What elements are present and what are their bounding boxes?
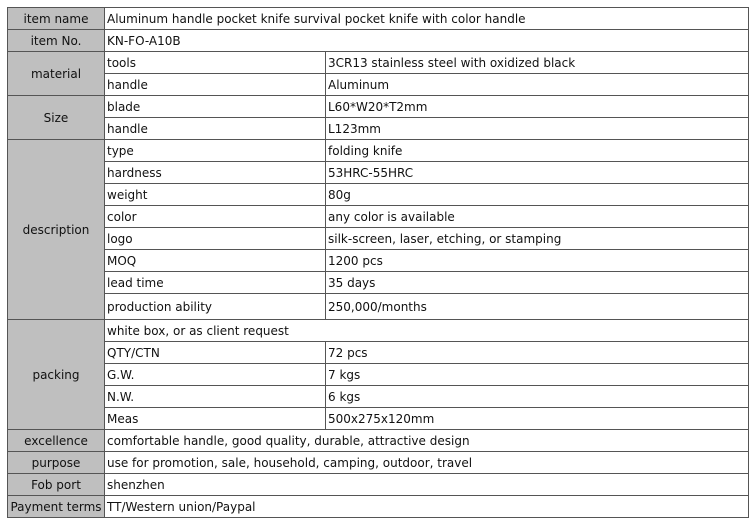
excellence-label: excellence (8, 430, 105, 452)
description-label: description (8, 140, 105, 320)
table-row (8, 206, 749, 228)
size-value: L123mm (326, 118, 749, 140)
packing-value: 6 kgs (326, 386, 749, 408)
table-row (8, 162, 749, 184)
size-key: handle (105, 118, 326, 140)
table-row (8, 74, 749, 96)
item-name-value: Aluminum handle pocket knife survival pocket knife with color handle (105, 8, 749, 30)
table-row (8, 408, 749, 430)
table-row (8, 52, 749, 74)
material-key: handle (105, 74, 326, 96)
table-row (8, 386, 749, 408)
table-row (8, 96, 749, 118)
table-row (8, 430, 749, 452)
table-row (8, 474, 749, 496)
item-no-value: KN-FO-A10B (105, 30, 749, 52)
description-key: lead time (105, 272, 326, 294)
excellence-value: comfortable handle, good quality, durable, attractive design (105, 430, 749, 452)
description-value: 35 days (326, 272, 749, 294)
material-key: tools (105, 52, 326, 74)
packing-label: packing (8, 320, 105, 430)
size-key: blade (105, 96, 326, 118)
product-spec-table (7, 7, 749, 518)
description-key: color (105, 206, 326, 228)
packing-key: N.W. (105, 386, 326, 408)
table-row (8, 30, 749, 52)
packing-key: Meas (105, 408, 326, 430)
item-no-label: item No. (8, 30, 105, 52)
table-row (8, 228, 749, 250)
table-row (8, 452, 749, 474)
table-row (8, 184, 749, 206)
packing-key: G.W. (105, 364, 326, 386)
description-key: weight (105, 184, 326, 206)
table-row (8, 118, 749, 140)
description-key: production ability (105, 294, 326, 320)
purpose-value: use for promotion, sale, household, camping, outdoor, travel (105, 452, 749, 474)
table-row (8, 364, 749, 386)
description-value: 1200 pcs (326, 250, 749, 272)
table-row (8, 272, 749, 294)
description-value: 80g (326, 184, 749, 206)
table-row (8, 342, 749, 364)
packing-value: 72 pcs (326, 342, 749, 364)
item-name-label: item name (8, 8, 105, 30)
fob-port-label: Fob port (8, 474, 105, 496)
packing-first-value: white box, or as client request (105, 320, 749, 342)
table-row (8, 294, 749, 320)
table-row (8, 250, 749, 272)
description-key: logo (105, 228, 326, 250)
material-value: 3CR13 stainless steel with oxidized black (326, 52, 749, 74)
table-row (8, 140, 749, 162)
description-value: 53HRC-55HRC (326, 162, 749, 184)
description-value: any color is available (326, 206, 749, 228)
purpose-label: purpose (8, 452, 105, 474)
table-row (8, 496, 749, 518)
description-key: type (105, 140, 326, 162)
payment-terms-label: Payment terms (8, 496, 105, 518)
packing-value: 7 kgs (326, 364, 749, 386)
fob-port-value: shenzhen (105, 474, 749, 496)
payment-terms-value: TT/Western union/Paypal (105, 496, 749, 518)
table-row (8, 8, 749, 30)
packing-key: QTY/CTN (105, 342, 326, 364)
material-value: Aluminum (326, 74, 749, 96)
material-label: material (8, 52, 105, 96)
description-key: hardness (105, 162, 326, 184)
description-value: silk-screen, laser, etching, or stamping (326, 228, 749, 250)
table-row (8, 320, 749, 342)
packing-value: 500x275x120mm (326, 408, 749, 430)
description-key: MOQ (105, 250, 326, 272)
description-value: 250,000/months (326, 294, 749, 320)
description-value: folding knife (326, 140, 749, 162)
size-value: L60*W20*T2mm (326, 96, 749, 118)
size-label: Size (8, 96, 105, 140)
